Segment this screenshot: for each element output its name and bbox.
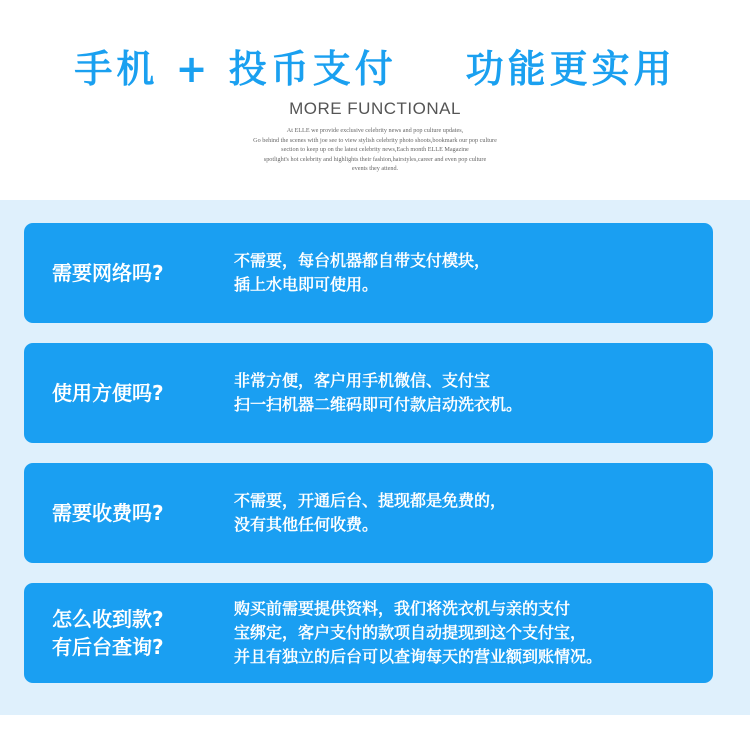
- faq-question: [52, 583, 222, 683]
- question-line: 需要网络吗?: [52, 261, 164, 285]
- faq-question: [52, 343, 222, 443]
- question-line: 怎么收到款?: [52, 607, 164, 631]
- faq-answer: [234, 343, 704, 443]
- answer-line: 非常方便，客户用手机微信、支付宝: [234, 371, 491, 390]
- faq-card-network: [24, 223, 713, 323]
- faq-card-convenience: [24, 343, 713, 443]
- blurb-line: Go behind the scenes with joe see to view stylish celebrity photo shoots,bookmark our pop culture: [253, 136, 497, 144]
- question-line: 有后台查询?: [52, 635, 164, 659]
- bottom-strip: [0, 715, 750, 735]
- page-subtitle: MORE FUNCTIONAL: [289, 99, 461, 118]
- faq-answer: [234, 223, 704, 323]
- blurb-line: spotlight's hot celebrity and highlights their fashion,hairstyles,career and even pop culture: [263, 155, 487, 163]
- question-line: 使用方便吗?: [52, 381, 164, 405]
- answer-line: 插上水电即可使用。: [234, 275, 379, 294]
- answer-line: 没有其他任何收费。: [234, 515, 379, 534]
- answer-line: 不需要，开通后台、提现都是免费的，: [234, 491, 507, 510]
- intro-blurb: [215, 126, 535, 174]
- faq-card-payment: [24, 583, 713, 683]
- header: [0, 0, 750, 200]
- blurb-line: At ELLE we provide exclusive celebrity news and pop culture updates,: [286, 127, 464, 134]
- blurb-line: events they attend.: [351, 165, 399, 172]
- answer-line: 宝绑定，客户支付的款项自动提现到这个支付宝，: [234, 623, 587, 642]
- answer-line: 并且有独立的后台可以查询每天的营业额到账情况。: [234, 647, 603, 666]
- faq-card-fees: [24, 463, 713, 563]
- faq-question: [52, 463, 222, 563]
- faq-question: [52, 223, 222, 323]
- answer-line: 扫一扫机器二维码即可付款启动洗衣机。: [234, 395, 523, 414]
- answer-line: 购买前需要提供资料，我们将洗衣机与亲的支付: [234, 599, 571, 618]
- faq-answer: [234, 463, 704, 563]
- blurb-line: section to keep up on the latest celebrity news,Each month ELLE Magazine: [281, 146, 469, 153]
- answer-line: 不需要，每台机器都自带支付模块，: [234, 251, 491, 270]
- question-line: 需要收费吗?: [52, 501, 164, 525]
- page-title: 手机 + 投币支付 功能更实用: [74, 47, 676, 91]
- faq-answer: [234, 583, 704, 683]
